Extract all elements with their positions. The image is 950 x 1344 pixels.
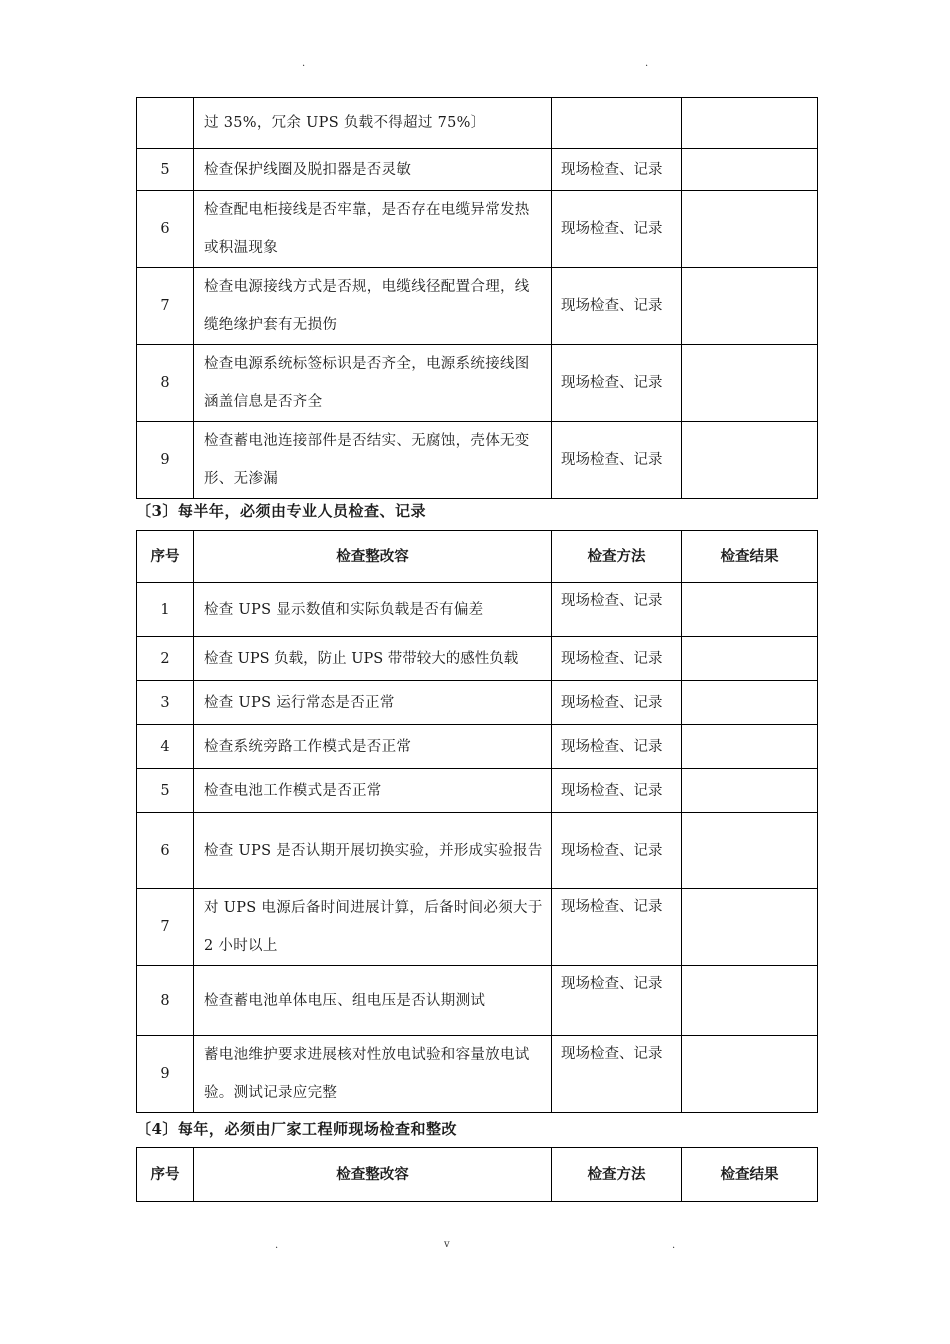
table-row bbox=[137, 681, 818, 725]
row-content: 蓄电池维护要求进展核对性放电试验和容量放电试验。测试记录应完整 bbox=[194, 1036, 552, 1113]
table-row bbox=[137, 813, 818, 889]
row-number: 6 bbox=[137, 813, 194, 889]
table-row bbox=[137, 889, 818, 966]
header-result: 检查结果 bbox=[682, 531, 818, 583]
inspection-table-continued bbox=[136, 97, 818, 499]
table-row bbox=[137, 422, 818, 499]
semiannual-inspection-table bbox=[136, 530, 818, 1113]
row-result bbox=[682, 583, 818, 637]
row-method: 现场检查、记录 bbox=[552, 149, 682, 191]
row-number: 8 bbox=[137, 345, 194, 422]
footer-dot-right: . bbox=[672, 1240, 676, 1251]
row-method: 现场检查、记录 bbox=[552, 813, 682, 889]
header-dot-left: . bbox=[302, 58, 306, 69]
row-content: 检查蓄电池单体电压、组电压是否认期测试 bbox=[194, 966, 552, 1036]
header-number: 序号 bbox=[137, 531, 194, 583]
section-3-heading: 〔3〕每半年，必须由专业人员检查、记录 bbox=[136, 502, 426, 520]
row-method: 现场检查、记录 bbox=[552, 583, 682, 637]
row-number: 9 bbox=[137, 1036, 194, 1113]
table-row bbox=[137, 345, 818, 422]
row-method: 现场检查、记录 bbox=[552, 268, 682, 345]
table-row bbox=[137, 191, 818, 268]
header-method: 检查方法 bbox=[552, 531, 682, 583]
row-method: 现场检查、记录 bbox=[552, 637, 682, 681]
table-header-row bbox=[137, 1148, 818, 1202]
table-row bbox=[137, 637, 818, 681]
row-content: 检查电源系统标签标识是否齐全，电源系统接线图涵盖信息是否齐全 bbox=[194, 345, 552, 422]
row-content: 过 35%，冗余 UPS 负载不得超过 75%〕 bbox=[194, 98, 552, 149]
row-result bbox=[682, 637, 818, 681]
row-method: 现场检查、记录 bbox=[552, 345, 682, 422]
row-content: 对 UPS 电源后备时间进展计算，后备时间必须大于 2 小时以上 bbox=[194, 889, 552, 966]
table-header-row bbox=[137, 531, 818, 583]
row-content: 检查 UPS 运行常态是否正常 bbox=[194, 681, 552, 725]
row-content: 检查 UPS 负载，防止 UPS 带带较大的感性负载 bbox=[194, 637, 552, 681]
table-row bbox=[137, 725, 818, 769]
row-number: 1 bbox=[137, 583, 194, 637]
row-method: 现场检查、记录 bbox=[552, 769, 682, 813]
row-result bbox=[682, 681, 818, 725]
row-result bbox=[682, 813, 818, 889]
row-result bbox=[682, 1036, 818, 1113]
row-result bbox=[682, 98, 818, 149]
header-number: 序号 bbox=[137, 1148, 194, 1202]
row-number: 6 bbox=[137, 191, 194, 268]
row-method: 现场检查、记录 bbox=[552, 889, 682, 966]
row-content: 检查 UPS 是否认期开展切换实验，并形成实验报告 bbox=[194, 813, 552, 889]
row-content: 检查蓄电池连接部件是否结实、无腐蚀，壳体无变形、无渗漏 bbox=[194, 422, 552, 499]
row-result bbox=[682, 769, 818, 813]
table-row bbox=[137, 769, 818, 813]
table-row bbox=[137, 1036, 818, 1113]
header-content: 检查整改容 bbox=[194, 531, 552, 583]
row-number: 2 bbox=[137, 637, 194, 681]
footer-page-mark: v bbox=[444, 1239, 450, 1250]
row-method bbox=[552, 98, 682, 149]
row-content: 检查 UPS 显示数值和实际负载是否有偏差 bbox=[194, 583, 552, 637]
row-result bbox=[682, 345, 818, 422]
row-method: 现场检查、记录 bbox=[552, 681, 682, 725]
row-number: 8 bbox=[137, 966, 194, 1036]
table-row bbox=[137, 583, 818, 637]
row-number: 5 bbox=[137, 769, 194, 813]
row-result bbox=[682, 966, 818, 1036]
row-result bbox=[682, 149, 818, 191]
row-result bbox=[682, 268, 818, 345]
row-number: 5 bbox=[137, 149, 194, 191]
row-result bbox=[682, 191, 818, 268]
table-row bbox=[137, 268, 818, 345]
row-number: 9 bbox=[137, 422, 194, 499]
header-result: 检查结果 bbox=[682, 1148, 818, 1202]
row-result bbox=[682, 889, 818, 966]
row-result bbox=[682, 725, 818, 769]
row-method: 现场检查、记录 bbox=[552, 966, 682, 1036]
section-4-heading: 〔4〕每年，必须由厂家工程师现场检查和整改 bbox=[136, 1120, 457, 1138]
row-method: 现场检查、记录 bbox=[552, 191, 682, 268]
row-content: 检查系统旁路工作模式是否正常 bbox=[194, 725, 552, 769]
header-dot-right: . bbox=[645, 58, 649, 69]
row-content: 检查保护线圈及脱扣器是否灵敏 bbox=[194, 149, 552, 191]
row-content: 检查配电柜接线是否牢靠，是否存在电缆异常发热或积温现象 bbox=[194, 191, 552, 268]
table-row bbox=[137, 149, 818, 191]
row-content: 检查电池工作模式是否正常 bbox=[194, 769, 552, 813]
row-method: 现场检查、记录 bbox=[552, 422, 682, 499]
footer-dot-left: . bbox=[275, 1240, 279, 1251]
annual-inspection-table bbox=[136, 1147, 818, 1202]
row-number: 7 bbox=[137, 268, 194, 345]
row-result bbox=[682, 422, 818, 499]
row-content: 检查电源接线方式是否规，电缆线径配置合理，线缆绝缘护套有无损伤 bbox=[194, 268, 552, 345]
table-row bbox=[137, 966, 818, 1036]
row-method: 现场检查、记录 bbox=[552, 725, 682, 769]
header-method: 检查方法 bbox=[552, 1148, 682, 1202]
row-number bbox=[137, 98, 194, 149]
row-number: 4 bbox=[137, 725, 194, 769]
row-number: 7 bbox=[137, 889, 194, 966]
header-content: 检查整改容 bbox=[194, 1148, 552, 1202]
table-row bbox=[137, 98, 818, 149]
row-number: 3 bbox=[137, 681, 194, 725]
row-method: 现场检查、记录 bbox=[552, 1036, 682, 1113]
